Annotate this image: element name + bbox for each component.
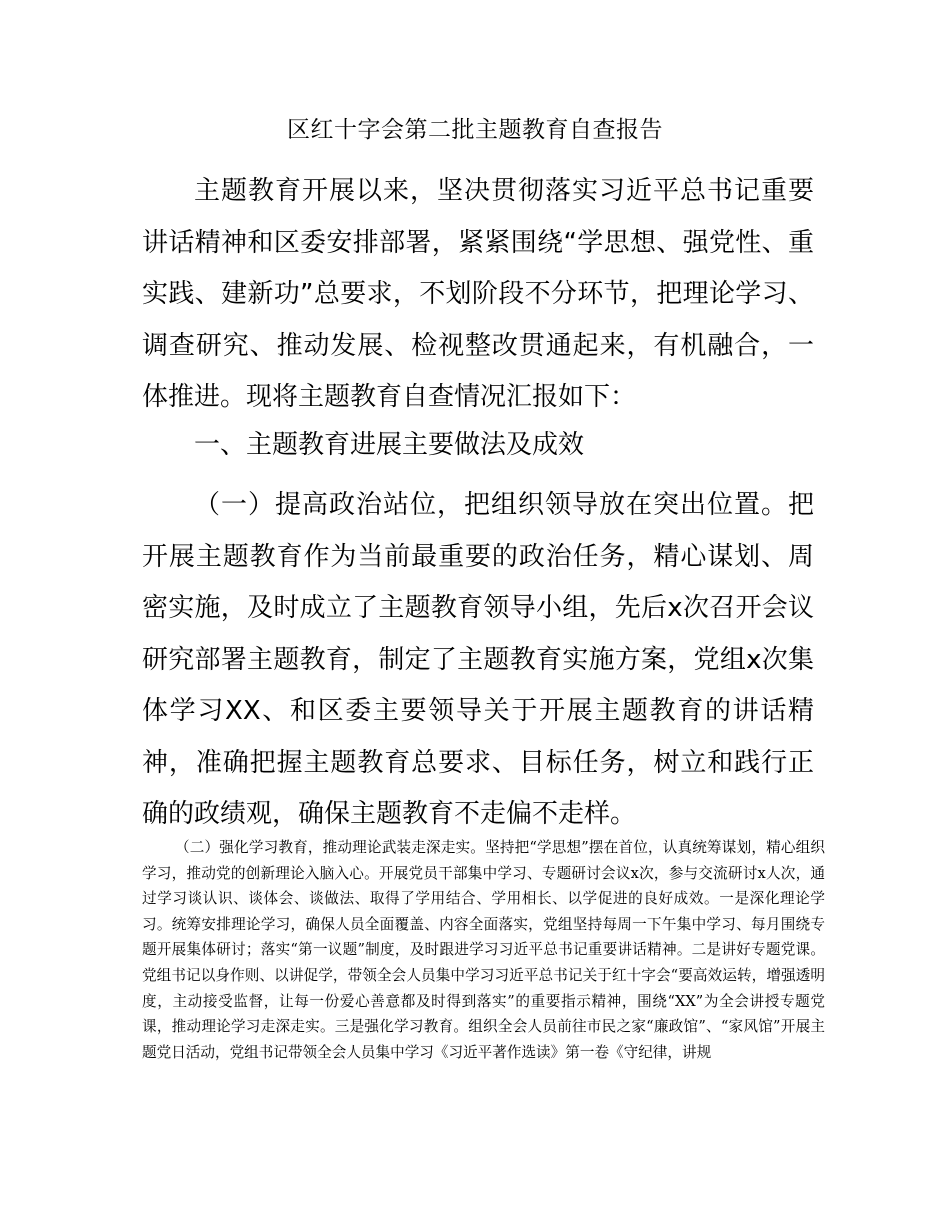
intro-paragraph: 主题教育开展以来，坚决贯彻落实习近平总书记重要讲话精神和区委安排部署，紧紧围绕“学思想、强党性、重实践、建新功”总要求，不划阶段不分环节，把理论学习、调查研究、推动发展、检视整改贯通起来，有机融合，一体推进。现将主题教育自查情况汇报如下： <box>142 176 814 412</box>
item-one-paragraph: （一）提高政治站位，把组织领导放在突出位置。把开展主题教育作为当前最重要的政治任务，精心谋划、周密实施，及时成立了主题教育领导小组，先后x次召开会议研究部署主题教育，制定了主题教育实施方案，党组x次集体学习XX、和区委主要领导关于开展主题教育的讲话精神，准确把握主题教育总要求、目标任务，树立和践行正确的政绩观，确保主题教育不走偏不走样。 <box>142 490 814 829</box>
item-two-paragraph: （二）强化学习教育，推动理论武装走深走实。坚持把“学思想”摆在首位，认真统筹谋划，精心组织学习，推动党的创新理论入脑入心。开展党员干部集中学习、专题研讨会议x次，参与交流研讨x人次，通过学习谈认识、谈体会、谈做法、取得了学用结合、学用相长、以学促进的良好成效。一是深化理论学习。统筹安排理论学习，确保人员全面覆盖、内容全面落实，党组坚持每周一下午集中学习、每月围绕专题开展集体研讨；落实“第一议题”制度，及时跟进学习习近平总书记重要讲话精神。二是讲好专题党课。党组书记以身作则、以讲促学，带领全会人员集中学习习近平总书记关于红十字会“要高效运转，增强透明度，主动接受监督，让每一份爱心善意都及时得到落实”的重要指示精神，围绕“XX”为全会讲授专题党课，推动理论学习走深走实。三是强化学习教育。组织全会人员前往市民之家“廉政馆”、“家风馆”开展主题党日活动，党组书记带领全会人员集中学习《习近平著作选读》第一卷《守纪律，讲规 <box>142 839 825 1061</box>
document-title: 区红十字会第二批主题教育自查报告 <box>287 117 663 143</box>
section-heading: 一、主题教育进展主要做法及成效 <box>194 430 585 460</box>
